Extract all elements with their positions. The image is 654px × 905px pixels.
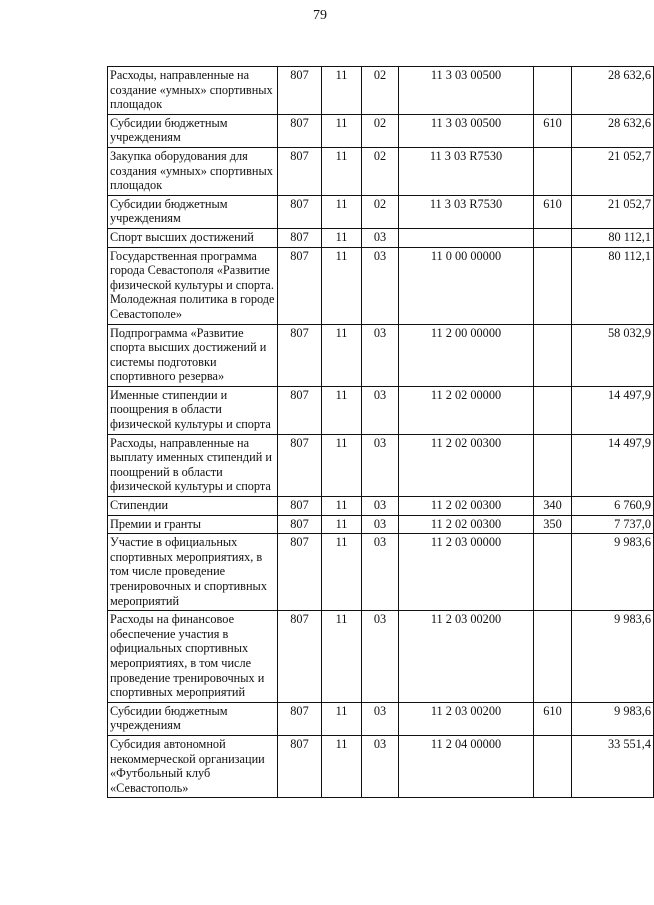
section-code-cell: 11 [322,515,362,534]
ministry-code-cell: 807 [278,195,322,228]
ministry-code-cell: 807 [278,324,322,386]
section-code-cell: 11 [322,195,362,228]
amount-cell: 9 983,6 [572,702,654,735]
subsection-code-cell: 02 [362,114,399,147]
target-article-cell: 11 0 00 00000 [399,247,534,324]
row-name-cell: Премии и гранты [108,515,278,534]
ministry-code-cell: 807 [278,67,322,115]
table-row [108,114,654,147]
amount-cell: 9 983,6 [572,534,654,611]
expense-type-cell: 350 [534,515,572,534]
amount-cell: 7 737,0 [572,515,654,534]
row-name-cell: Закупка оборудования для создания «умных» спортивных площадок [108,147,278,195]
row-name-cell: Спорт высших достижений [108,228,278,247]
ministry-code-cell: 807 [278,434,322,496]
expense-type-cell: 340 [534,497,572,516]
amount-cell: 28 632,6 [572,67,654,115]
section-code-cell: 11 [322,386,362,434]
row-name-cell: Стипендии [108,497,278,516]
ministry-code-cell: 807 [278,515,322,534]
expense-type-cell [534,735,572,797]
ministry-code-cell: 807 [278,702,322,735]
row-name-cell: Субсидии бюджетным учреждениям [108,195,278,228]
ministry-code-cell: 807 [278,386,322,434]
ministry-code-cell: 807 [278,228,322,247]
section-code-cell: 11 [322,434,362,496]
section-code-cell: 11 [322,247,362,324]
expense-type-cell [534,434,572,496]
amount-cell: 21 052,7 [572,195,654,228]
table-row [108,434,654,496]
expense-type-cell [534,147,572,195]
ministry-code-cell: 807 [278,114,322,147]
subsection-code-cell: 02 [362,195,399,228]
section-code-cell: 11 [322,611,362,703]
target-article-cell: 11 2 02 00000 [399,386,534,434]
table-row [108,324,654,386]
subsection-code-cell: 03 [362,247,399,324]
target-article-cell: 11 3 03 R7530 [399,147,534,195]
table-row [108,534,654,611]
target-article-cell: 11 3 03 00500 [399,67,534,115]
subsection-code-cell: 02 [362,147,399,195]
table-row [108,228,654,247]
expense-type-cell [534,386,572,434]
subsection-code-cell: 03 [362,534,399,611]
row-name-cell: Субсидии бюджетным учреждениям [108,114,278,147]
subsection-code-cell: 03 [362,434,399,496]
page-number: 79 [313,8,327,23]
target-article-cell: 11 2 02 00300 [399,434,534,496]
amount-cell: 21 052,7 [572,147,654,195]
table-row [108,735,654,797]
amount-cell: 80 112,1 [572,228,654,247]
ministry-code-cell: 807 [278,735,322,797]
budget-table [107,66,654,798]
target-article-cell: 11 2 03 00200 [399,702,534,735]
target-article-cell: 11 2 02 00300 [399,497,534,516]
subsection-code-cell: 02 [362,67,399,115]
expense-type-cell [534,534,572,611]
target-article-cell [399,228,534,247]
ministry-code-cell: 807 [278,534,322,611]
expense-type-cell [534,324,572,386]
table-row [108,67,654,115]
section-code-cell: 11 [322,147,362,195]
ministry-code-cell: 807 [278,247,322,324]
expense-type-cell: 610 [534,195,572,228]
expense-type-cell [534,247,572,324]
table-row [108,386,654,434]
amount-cell: 14 497,9 [572,386,654,434]
target-article-cell: 11 2 03 00200 [399,611,534,703]
subsection-code-cell: 03 [362,228,399,247]
section-code-cell: 11 [322,324,362,386]
expense-type-cell: 610 [534,702,572,735]
row-name-cell: Именные стипендии и поощрения в области физической культуры и спорта [108,386,278,434]
table-row [108,702,654,735]
amount-cell: 14 497,9 [572,434,654,496]
ministry-code-cell: 807 [278,147,322,195]
target-article-cell: 11 2 02 00300 [399,515,534,534]
section-code-cell: 11 [322,67,362,115]
table-row [108,515,654,534]
table-row [108,497,654,516]
subsection-code-cell: 03 [362,735,399,797]
row-name-cell: Расходы на финансовое обеспечение участия в официальных спортивных мероприятиях, в том числе проведение тренировочных и спортивных мероприятий [108,611,278,703]
expense-type-cell [534,67,572,115]
target-article-cell: 11 3 03 00500 [399,114,534,147]
subsection-code-cell: 03 [362,324,399,386]
row-name-cell: Расходы, направленные на создание «умных» спортивных площадок [108,67,278,115]
amount-cell: 28 632,6 [572,114,654,147]
section-code-cell: 11 [322,228,362,247]
subsection-code-cell: 03 [362,386,399,434]
expense-type-cell [534,611,572,703]
section-code-cell: 11 [322,534,362,611]
row-name-cell: Участие в официальных спортивных мероприятиях, в том числе проведение тренировочных и спортивных мероприятий [108,534,278,611]
subsection-code-cell: 03 [362,702,399,735]
table-row [108,611,654,703]
target-article-cell: 11 2 04 00000 [399,735,534,797]
subsection-code-cell: 03 [362,515,399,534]
row-name-cell: Подпрограмма «Развитие спорта высших достижений и системы подготовки спортивного резерва» [108,324,278,386]
table-row [108,195,654,228]
section-code-cell: 11 [322,735,362,797]
amount-cell: 58 032,9 [572,324,654,386]
table-row [108,247,654,324]
row-name-cell: Государственная программа города Севастополя «Развитие физической культуры и спорта. Молодежная политика в городе Севастополе» [108,247,278,324]
amount-cell: 6 760,9 [572,497,654,516]
target-article-cell: 11 2 03 00000 [399,534,534,611]
table-row [108,147,654,195]
target-article-cell: 11 2 00 00000 [399,324,534,386]
amount-cell: 80 112,1 [572,247,654,324]
expense-type-cell [534,228,572,247]
amount-cell: 9 983,6 [572,611,654,703]
target-article-cell: 11 3 03 R7530 [399,195,534,228]
expense-type-cell: 610 [534,114,572,147]
ministry-code-cell: 807 [278,497,322,516]
subsection-code-cell: 03 [362,497,399,516]
row-name-cell: Расходы, направленные на выплату именных стипендий и поощрений в области физической культуры и спорта [108,434,278,496]
ministry-code-cell: 807 [278,611,322,703]
section-code-cell: 11 [322,114,362,147]
section-code-cell: 11 [322,702,362,735]
amount-cell: 33 551,4 [572,735,654,797]
section-code-cell: 11 [322,497,362,516]
row-name-cell: Субсидия автономной некоммерческой организации «Футбольный клуб «Севастополь» [108,735,278,797]
subsection-code-cell: 03 [362,611,399,703]
row-name-cell: Субсидии бюджетным учреждениям [108,702,278,735]
